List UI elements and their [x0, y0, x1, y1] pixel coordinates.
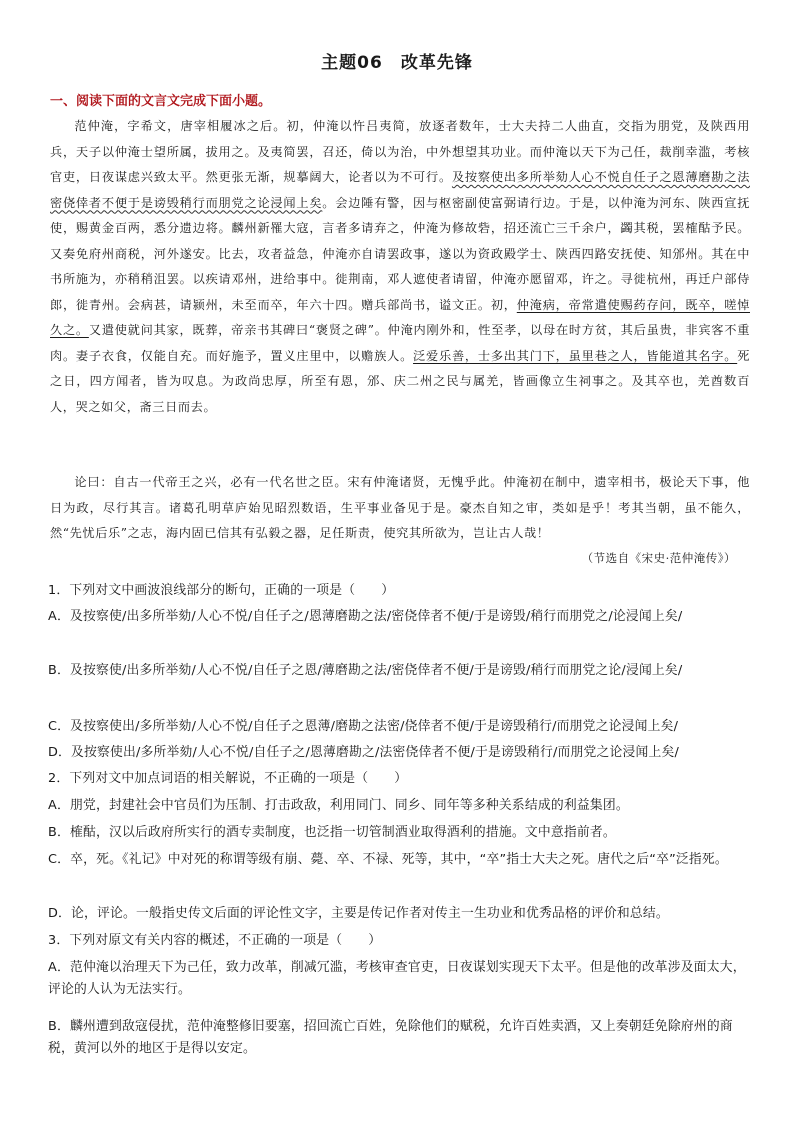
question-1-option-a: A．及按察使/出多所举劾/人心不悦/自任子之/恩薄磨勘之法/密侥倖者不便/于是谤毁/稍行而朋党之/论浸闻上矣/ — [48, 609, 683, 624]
question-2-stem: 2．下列对文中加点词语的相关解说，不正确的一项是（ ） — [48, 771, 408, 786]
question-2-option-d: D．论，评论。一般指史传文后面的评论性文字，主要是传记作者对传主一生功业和优秀品格的评价和总结。 — [48, 906, 669, 921]
passage-text: 死之日，四方闻者，皆为叹息。为政尚忠厚，所至有恩，邠、庆二州之民与属羌，皆画像立生祠事之。及其卒也，羌酋数百人，哭之如父，斋三日而去。 — [50, 348, 750, 414]
question-3-option-a: A．范仲淹以治理天下为己任，致力改革，削减冗滥，考核审查官吏，日夜谋划实现天下太平。但是他的改革涉及面太大，评论的人认为无法实行。 — [48, 960, 746, 997]
passage-paragraph-1 — [50, 114, 750, 420]
underlined-sentence-2: 泛爱乐善，士多出其门下，虽里巷之人，皆能道其名字。 — [413, 348, 738, 363]
section-heading: 一、阅读下面的文言文完成下面小题。 — [50, 94, 272, 109]
passage-body — [50, 114, 750, 420]
page-title: 主题06 改革先锋 — [321, 53, 473, 73]
question-2-option-c: C．卒，死。《礼记》中对死的称谓等级有崩、薨、卒、不禄、死等，其中，“卒”指士大夫之死。唐代之后“卒”泛指死。 — [48, 852, 728, 867]
passage-commentary — [50, 470, 750, 547]
underlined-sentence-1: 仲淹病，帝常遣使赐药存问，既卒，嗟悼久之。 — [50, 297, 750, 337]
passage-paragraph-2: 论曰：自古一代帝王之兴，必有一代名世之臣。宋有仲淹诸贤，无愧乎此。仲淹初在制中，遗宰相书，极论天下事，他日为政，尽行其言。诸葛孔明草庐始见昭烈数语，生平事业备见于是。豪杰自知之审，类如是乎！考其当朝，虽不能久，然“先忧后乐”之志，海内固已信其有弘毅之器，足任斯责，使究其所欲为，岂让古人哉！ — [50, 475, 750, 540]
question-1-stem: 1．下列对文中画波浪线部分的断句，正确的一项是（ ） — [48, 583, 395, 598]
question-1-option-d: D．及按察使出/多所举劾/人心不悦/自任子之/恩薄磨勘之/法密侥倖者不便/于是谤毁稍行/而朋党之论浸闻上矣/ — [48, 745, 680, 760]
question-3-option-b: B．麟州遭到敌寇侵扰，范仲淹整修旧要塞，招回流亡百姓，免除他们的赋税，允许百姓卖酒，又上奏朝廷免除府州的商税，黄河以外的地区于是得以安定。 — [48, 1019, 733, 1056]
question-1-option-c: C．及按察使出/多所举劾/人心不悦/自任子之恩薄/磨勘之法密/侥倖者不便/于是谤毁稍行/而朋党之论浸闻上矣/ — [48, 719, 679, 734]
wavy-underlined-text: 及按察使出多所举劾人心不悦自任子之恩薄磨勘之法密侥倖者不便于是谤毁稍行而朋党之论浸闻上矣 — [50, 170, 750, 210]
passage-text: 又遣使就问其家，既葬，帝亲书其碑曰“褒贤之碑”。仲淹内刚外和，性至孝，以母在时方贫，其后虽贵，非宾客不重肉。妻子衣食，仅能自充。而好施予，置义庄里中，以赡族人。 — [50, 323, 750, 363]
passage-text: 范仲淹，字希文，唐宰相履冰之后。初，仲淹以忤吕夷简，放逐者数年，士大夫持二人曲直，交指为朋党，及陕西用兵，天子以仲淹士望所属，拔用之。及夷简罢，召还，倚以为治，中外想望其功业。而仲淹以天下为己任，裁削幸滥，考核官吏，日夜谋虑兴致太平。然更张无渐，规摹阔大，论者以为不可行。 — [50, 119, 750, 184]
question-2-option-a: A．朋党，封建社会中官员们为压制、打击政敌，利用同门、同乡、同年等多种关系结成的利益集团。 — [48, 798, 629, 813]
question-2-option-b: B．榷酤，汉以后政府所实行的酒专卖制度，也泛指一切管制酒业取得酒利的措施。文中意指前者。 — [48, 825, 616, 840]
question-3-stem: 3．下列对原文有关内容的概述，不正确的一项是（ ） — [48, 933, 382, 948]
passage-text: 。会边陲有警，因与枢密副使富弼请行边。于是，以仲淹为河东、陕西宣抚使，赐黄金百两，悉分遗边将。麟州新罹大寇，言者多请弃之，仲淹为修故砦，招还流亡三千余户，蠲其税，罢榷酤予民。又奏免府州商税，河外遂安。比去，攻者益急，仲淹亦自请罢政事，遂以为资政殿学士、陕西四路安抚使、知邠州。其在中书所施为，亦稍稍沮罢。以疾请邓州，进给事中。徙荆南，邓人遮使者请留，仲淹亦愿留邓，许之。寻徙杭州，再迁户部侍郎，徙青州。会病甚，请颍州，未至而卒，年六十四。赠兵部尚书，谥文正。初， — [50, 195, 750, 312]
source-citation: （节选自《宋史·范仲淹传》） — [581, 551, 736, 565]
question-1-option-b: B．及按察使/出多所举劾/人心不悦/自任子之恩/薄磨勘之法/密侥倖者不便/于是谤毁/稍行而朋党之论/浸闻上矣/ — [48, 663, 683, 678]
